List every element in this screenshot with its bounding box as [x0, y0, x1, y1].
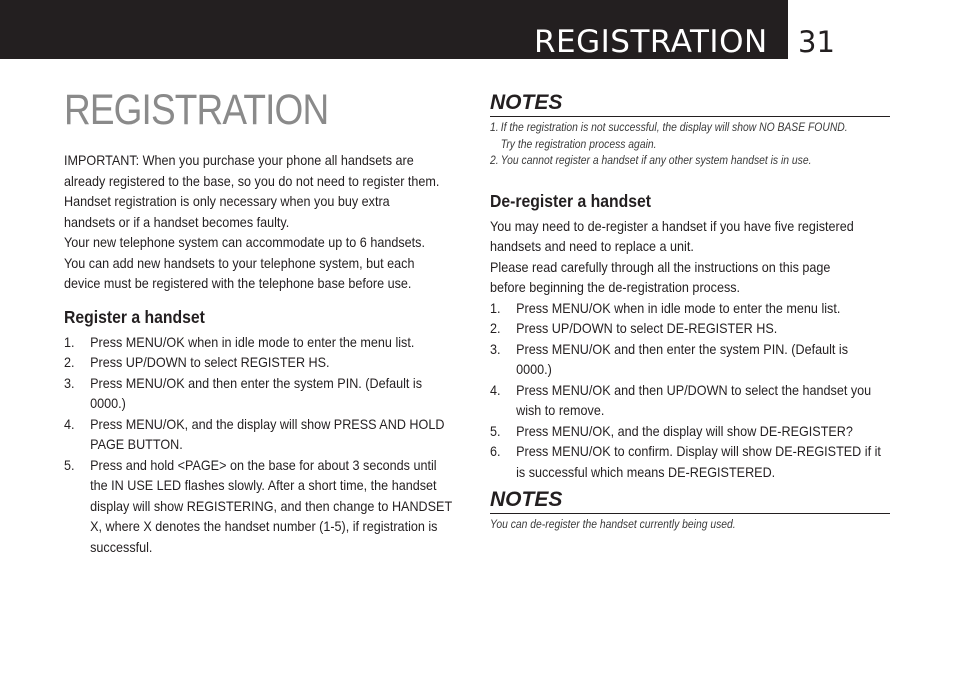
deregister-intro [490, 216, 890, 298]
text-line: Your new telephone system can accommodate up to 6 handsets. [64, 234, 425, 250]
list-item [490, 318, 890, 339]
list-item [64, 455, 464, 558]
step-number: 1. [64, 333, 75, 350]
step-number: 2. [490, 155, 499, 167]
step-number: 2. [490, 320, 501, 336]
list-item [490, 120, 890, 153]
step-text: Press UP/DOWN to select DE-REGISTER HS. [516, 320, 778, 336]
step-number: 6. [490, 443, 501, 459]
deregister-heading: De-register a handset [490, 190, 652, 211]
step-text: Press MENU/OK and then UP/DOWN to select the handset you [516, 381, 872, 398]
header-title: REGISTRATION [534, 24, 768, 60]
step-text: Press and hold <PAGE> on the base for about 3 seconds until [90, 456, 437, 473]
step-text: If the registration is not successful, the display will show NO BASE FOUND. [500, 122, 848, 134]
list-item [64, 414, 464, 455]
register-heading: Register a handset [64, 306, 205, 327]
page-title: REGISTRATION [64, 86, 329, 134]
notes-heading-2: NOTES [490, 487, 890, 514]
step-text: 0000.) [90, 395, 126, 411]
text-line: IMPORTANT: When you purchase your phone all handsets are [64, 152, 414, 168]
register-steps [64, 332, 464, 558]
text-line: already registered to the base, so you do not need to register them. [64, 172, 440, 189]
right-column [490, 90, 890, 534]
left-column [64, 150, 464, 557]
header-bar [0, 0, 788, 59]
text-line: handsets or if a handset becomes faulty. [64, 213, 290, 230]
notes-list [490, 120, 890, 170]
step-text: Press MENU/OK when in idle mode to enter the menu list. [90, 333, 415, 350]
list-item [64, 332, 464, 353]
text-line: Handset registration is only necessary when you buy extra [64, 193, 390, 209]
list-item [490, 298, 890, 319]
step-number: 5. [490, 422, 501, 439]
step-text: the IN USE LED flashes slowly. After a short time, the handset [90, 477, 437, 493]
intro-text [64, 150, 464, 294]
text-line: device must be registered with the telephone base before use. [64, 275, 412, 291]
step-text: wish to remove. [516, 402, 605, 418]
step-text: Press MENU/OK when in idle mode to enter the menu list. [516, 299, 841, 316]
list-item [490, 380, 890, 421]
step-number: 1. [490, 122, 499, 134]
text-line: You can add new handsets to your telephone system, but each [64, 254, 415, 271]
step-text: successful. [90, 538, 153, 555]
step-text: PAGE BUTTON. [90, 436, 183, 452]
step-number: 5. [64, 456, 75, 473]
notes-text: You can de-register the handset currently being used. [490, 519, 736, 531]
step-text: Press UP/DOWN to select REGISTER HS. [90, 354, 330, 370]
step-text: Press MENU/OK, and the display will show PRESS AND HOLD [90, 415, 445, 432]
step-text: is successful which means DE-REGISTERED. [516, 463, 776, 480]
notes-heading: NOTES [490, 90, 890, 117]
step-text: Try the registration process again. [500, 138, 657, 151]
step-text: Press MENU/OK and then enter the system PIN. (Default is [516, 340, 849, 357]
step-text: You cannot register a handset if any other system handset is in use. [500, 155, 812, 167]
step-text: display will show REGISTERING, and then change to HANDSET [90, 497, 453, 514]
step-number: 3. [64, 374, 75, 391]
step-number: 2. [64, 354, 75, 370]
step-text: Press MENU/OK, and the display will show DE-REGISTER? [516, 422, 853, 439]
list-item [490, 421, 890, 442]
text-line: before beginning the de-registration process. [490, 279, 741, 295]
step-number: 3. [490, 340, 501, 357]
step-number: 1. [490, 299, 501, 316]
step-text: X, where X denotes the handset number (1-5), if registration is [90, 518, 438, 534]
list-item [64, 352, 464, 373]
step-text: 0000.) [516, 361, 552, 377]
deregister-steps [490, 298, 890, 483]
list-item [490, 153, 890, 170]
list-item [490, 339, 890, 380]
list-item [490, 441, 890, 482]
text-line: You may need to de-register a handset if you have five registered [490, 217, 854, 234]
text-line: handsets and need to replace a unit. [490, 238, 694, 254]
step-text: Press MENU/OK to confirm. Display will show DE-REGISTED if it [516, 443, 881, 459]
step-text: Press MENU/OK and then enter the system PIN. (Default is [90, 374, 423, 391]
list-item [64, 373, 464, 414]
page-number: 31 [798, 25, 835, 59]
step-number: 4. [490, 381, 501, 398]
step-number: 4. [64, 415, 75, 432]
text-line: Please read carefully through all the instructions on this page [490, 258, 831, 275]
